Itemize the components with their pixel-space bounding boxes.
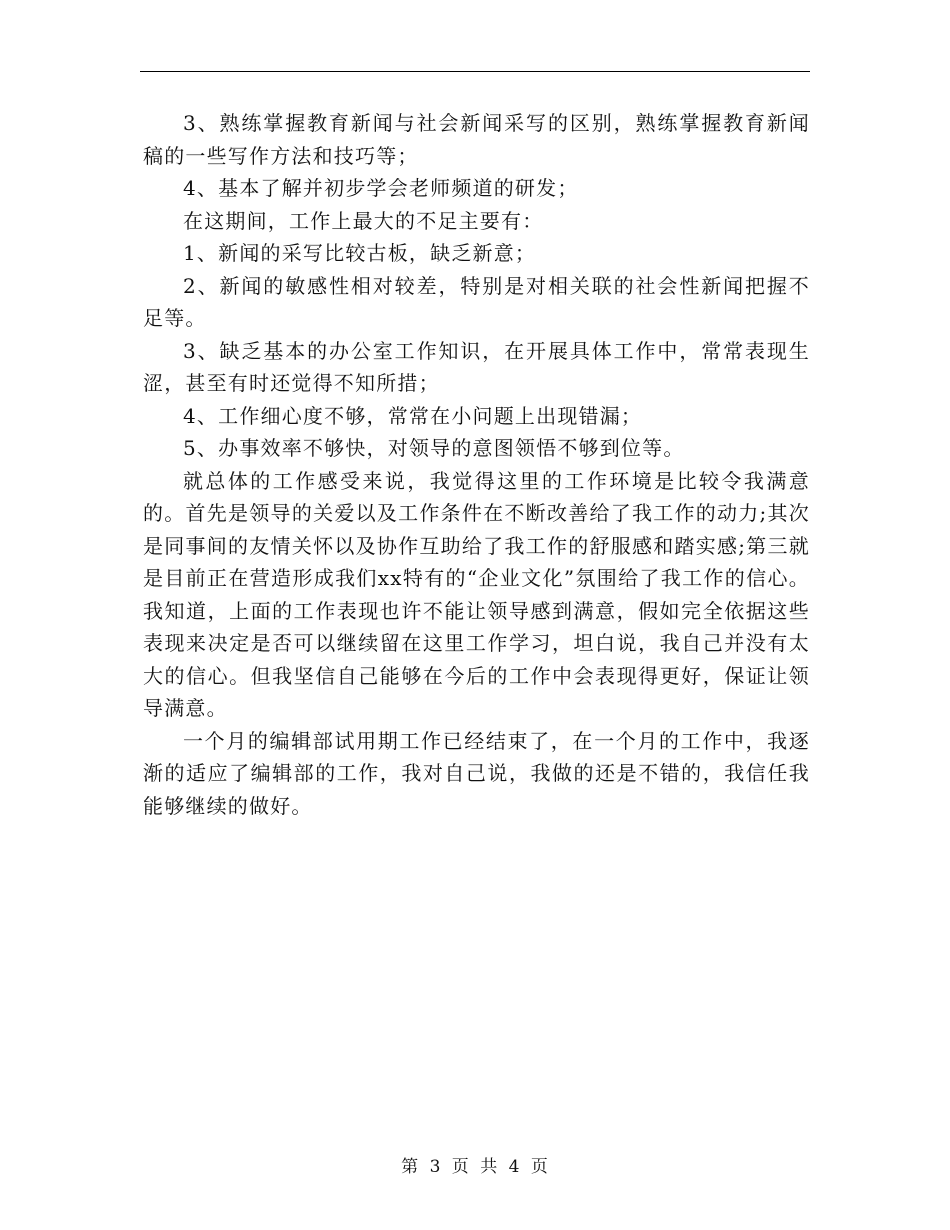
overall-feelings-paragraph: 就总体的工作感受来说，我觉得这里的工作环境是比较令我满意的。首先是领导的关爱以及工作条件在不断改善给了我工作的动力;其次是同事间的友情关怀以及协作互助给了我工作的舒服感和踏实感;第三就是目前正在营造形成我们xx特有的“企业文化”氛围给了我工作的信心。我知道，上面的工作表现也许不能让领导感到满意，假如完全依据这些表现来决定是否可以继续留在这里工作学习，坦白说，我自己并没有太大的信心。但我坚信自己能够在今后的工作中会表现得更好，保证让领导满意。 <box>143 468 810 720</box>
paragraph-item-3: 3、熟练掌握教育新闻与社会新闻采写的区别，熟练掌握教育新闻稿的一些写作方法和技巧等； <box>143 111 810 168</box>
shortcoming-5: 5、办事效率不够快，对领导的意图领悟不够到位等。 <box>183 436 685 460</box>
page-number: 第 3 页 共 4 页 <box>401 1157 549 1177</box>
shortcoming-4: 4、工作细心度不够，常常在小问题上出现错漏； <box>183 403 643 428</box>
shortcomings-intro: 在这期间，工作上最大的不足主要有： <box>183 208 544 233</box>
shortcoming-1: 1、新闻的采写比较古板，缺乏新意； <box>183 241 537 265</box>
header-rule <box>140 71 810 72</box>
conclusion-paragraph: 一个月的编辑部试用期工作已经结束了，在一个月的工作中，我逐渐的适应了编辑部的工作，我对自己说，我做的还是不错的，我信任我能够继续的做好。 <box>143 728 810 818</box>
paragraph-item-4: 4、基本了解并初步学会老师频道的研发； <box>183 176 579 200</box>
shortcoming-3: 3、缺乏基本的办公室工作知识，在开展具体工作中，常常表现生涩，甚至有时还觉得不知所措； <box>143 338 810 395</box>
shortcoming-2: 2、新闻的敏感性相对较差，特别是对相关联的社会性新闻把握不足等。 <box>143 273 810 330</box>
document-body <box>143 107 810 822</box>
